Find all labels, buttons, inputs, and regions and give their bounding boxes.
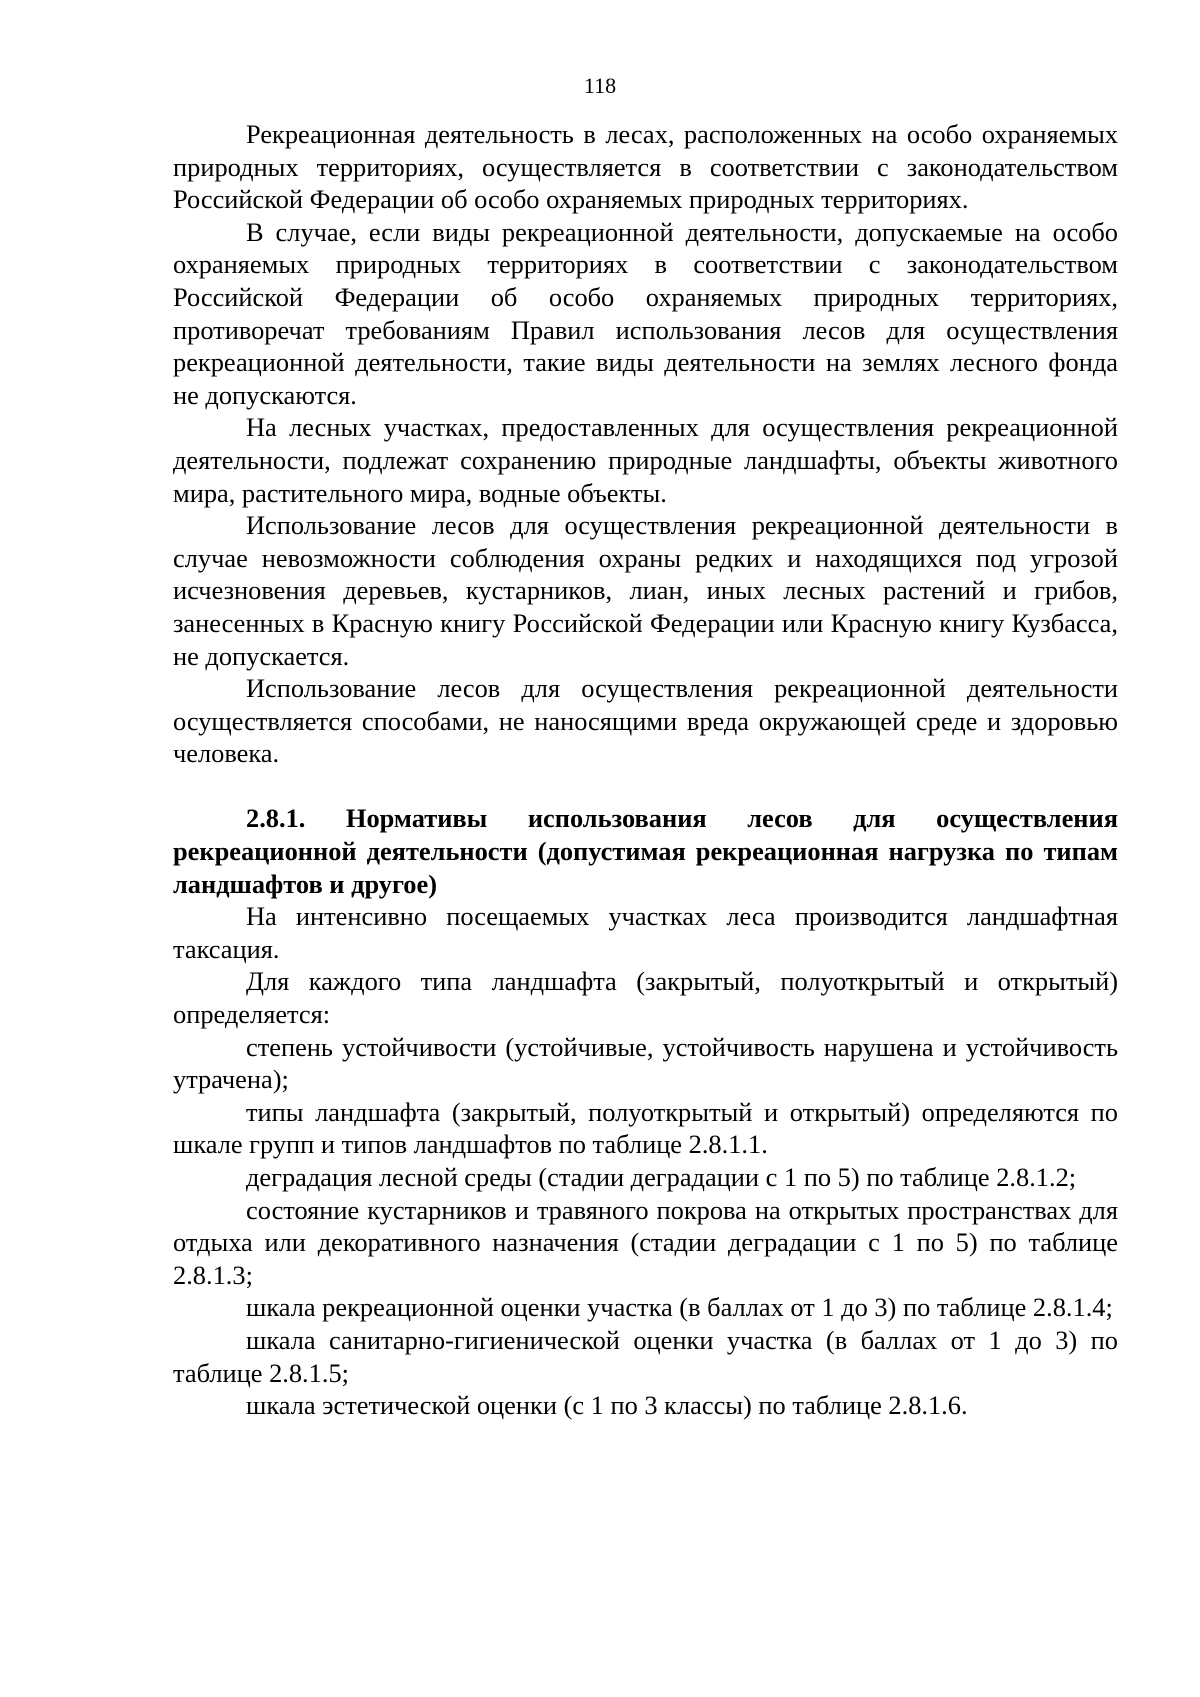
list-item-aesthetic-scale: шкала эстетической оценки (с 1 по 3 классы) по таблице 2.8.1.6.	[246, 1390, 968, 1421]
paragraph-conflicting-activities: В случае, если виды рекреационной деятельности, допускаемые на особо охраняемых природных территориях в соответствии с законодательством Российской Федерации об особо охраняемых природных территориях, противоречат требованиям Правил использования лесов для осуществления рекреационной деятельности, такие виды деятельности на землях лесного фонда не допускаются.	[173, 216, 1118, 410]
paragraph-preservation: На лесных участках, предоставленных для осуществления рекреационной деятельности, подлежат сохранению природные ландшафты, объекты животного мира, растительного мира, водные объекты.	[173, 412, 1118, 508]
page-number: 118	[583, 73, 617, 98]
paragraph-determined-items: Для каждого типа ландшафта (закрытый, полуоткрытый и открытый) определяется:	[173, 966, 1118, 1030]
list-item-stability: степень устойчивости (устойчивые, устойчивость нарушена и устойчивость утрачена);	[173, 1031, 1118, 1095]
paragraph-red-book: Использование лесов для осуществления рекреационной деятельности в случае невозможности соблюдения охраны редких и находящихся под угрозой исчезновения деревьев, кустарников, лиан, иных лесных растений и грибов, занесенных в Красную книгу Российской Федерации или Красную книгу Кузбасса, не допускается.	[173, 510, 1118, 671]
list-item-forest-degradation: деградация лесной среды (стадии деградации с 1 по 5) по таблице 2.8.1.2;	[246, 1162, 1077, 1192]
list-item-sanitary-scale: шкала санитарно-гигиенической оценки участка (в баллах от 1 до 3) по таблице 2.8.1.5;	[173, 1324, 1118, 1388]
list-item-recreational-scale: шкала рекреационной оценки участка (в баллах от 1 до 3) по таблице 2.8.1.4;	[246, 1292, 1113, 1323]
paragraph-harmless-methods: Использование лесов для осуществления рекреационной деятельности осуществляется способами, не наносящими вреда окружающей среде и здоровью человека.	[173, 673, 1118, 769]
section-heading: 2.8.1. Нормативы использования лесов для осуществления рекреационной деятельности (допустимая рекреационная нагрузка по типам ландшафтов и другое)	[173, 803, 1118, 899]
paragraph-recreation-protected-areas: Рекреационная деятельность в лесах, расположенных на особо охраняемых природных территориях, осуществляется в соответствии с законодательством Российской Федерации об особо охраняемых природных территориях.	[173, 119, 1118, 215]
paragraph-landscape-taxation: На интенсивно посещаемых участках леса производится ландшафтная таксация.	[173, 901, 1118, 964]
list-item-landscape-types: типы ландшафта (закрытый, полуоткрытый и открытый) определяются по шкале групп и типов ландшафтов по таблице 2.8.1.1.	[173, 1096, 1118, 1160]
list-item-shrub-grass-state: состояние кустарников и травяного покрова на открытых пространствах для отдыха или декоративного назначения (стадии деградации с 1 по 5) по таблице 2.8.1.3;	[173, 1194, 1118, 1290]
document-body	[173, 118, 1118, 1422]
